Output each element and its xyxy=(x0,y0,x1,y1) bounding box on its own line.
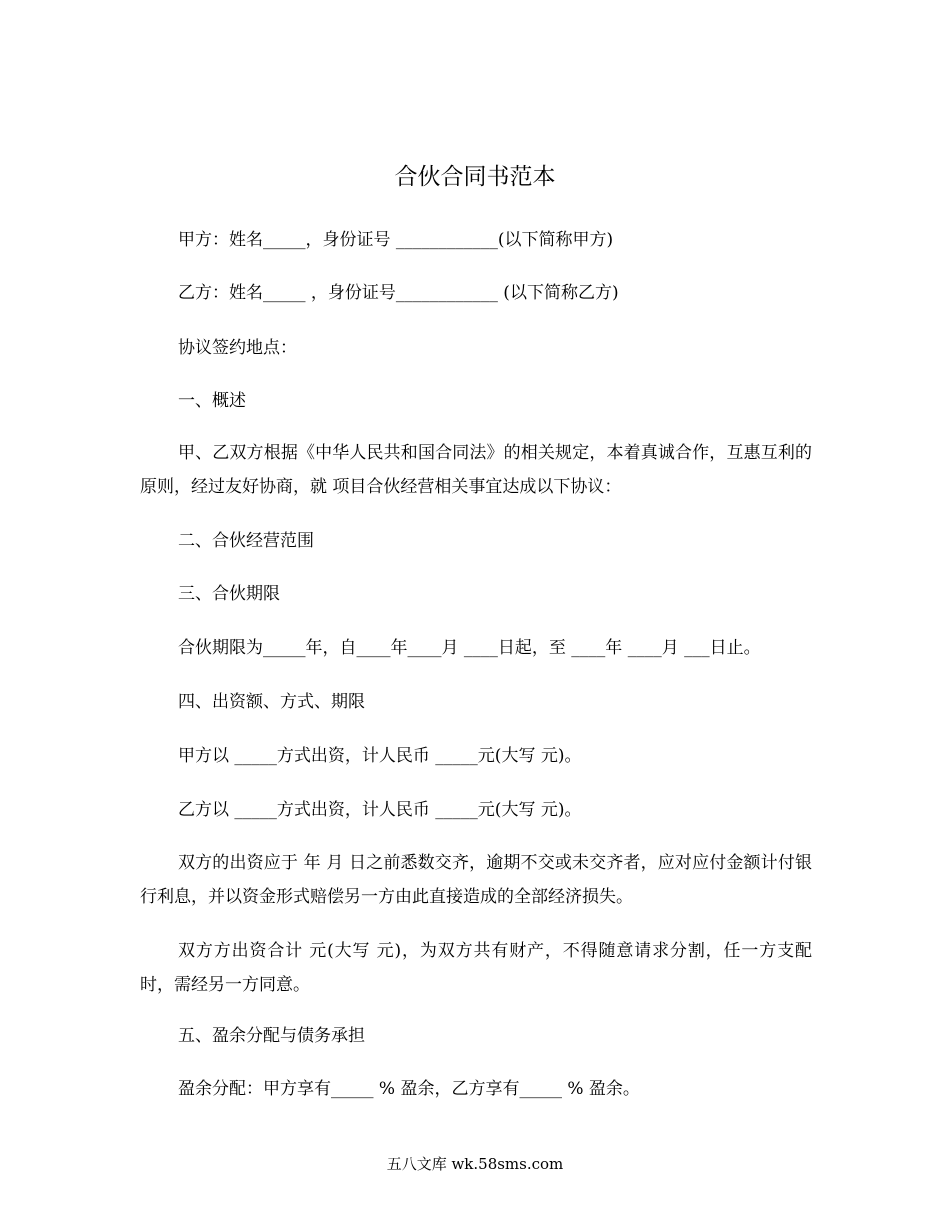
party-b-line: 乙方：姓名_____ ，身份证号____________ (以下简称乙方) xyxy=(178,283,619,303)
joint-property-paragraph: 双方方出资合计 元(大写 元)，为双方共有财产，不得随意请求分割，任一方支配时，需经另一方同意。 xyxy=(140,941,812,995)
document-title: 合伙合同书范本 xyxy=(394,164,556,190)
contribution-b-line: 乙方以 _____方式出资，计人民币 _____元(大写 元)。 xyxy=(178,800,582,820)
signing-location-line: 协议签约地点： xyxy=(178,338,297,358)
section-heading: 四、出资额、方式、期限 xyxy=(178,692,365,712)
section-heading: 五、盈余分配与债务承担 xyxy=(178,1026,365,1046)
contribution-a-line: 甲方以 _____方式出资，计人民币 _____元(大写 元)。 xyxy=(178,746,582,766)
section-heading: 二、合伙经营范围 xyxy=(178,531,314,551)
party-a-line: 甲方：姓名_____，身份证号 ____________(以下简称甲方) xyxy=(178,230,614,250)
section-heading: 三、合伙期限 xyxy=(178,584,280,604)
term-line: 合伙期限为_____年，自____年____月 ____日起，至 ____年 ____月 ___日止。 xyxy=(178,638,761,658)
overview-paragraph: 甲、乙双方根据《中华人民共和国合同法》的相关规定，本着真诚合作，互惠互利的原则，经过友好协商，就 项目合伙经营相关事宜达成以下协议： xyxy=(140,443,812,497)
page-footer: 五八文库 wk.58sms.com xyxy=(386,1155,564,1173)
profit-share-line: 盈余分配：甲方享有_____ % 盈余，乙方享有_____ % 盈余。 xyxy=(178,1079,640,1099)
payment-paragraph: 双方的出资应于 年 月 日之前悉数交齐，逾期不交或未交齐者，应对应付金额计付银行利息，并以资金形式赔偿另一方由此直接造成的全部经济损失。 xyxy=(140,853,812,907)
section-heading: 一、概述 xyxy=(178,391,246,411)
